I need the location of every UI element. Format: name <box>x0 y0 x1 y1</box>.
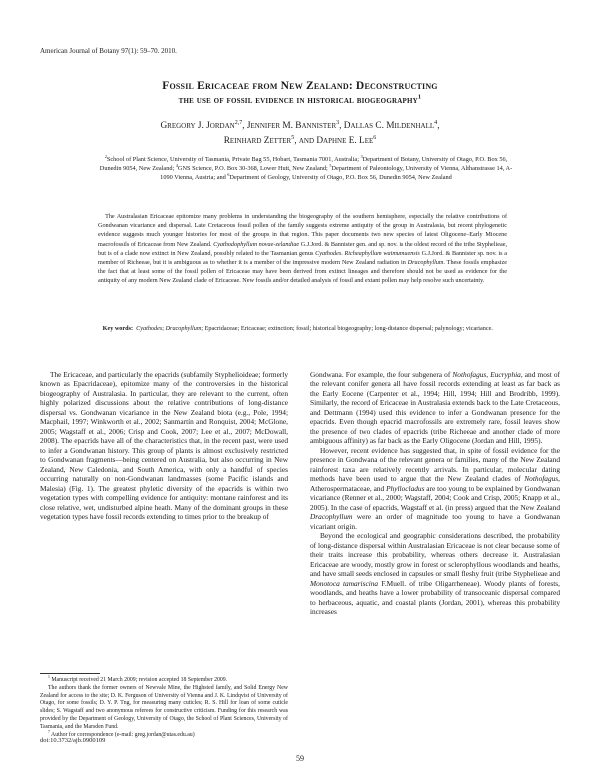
body-paragraph: However, recent evidence has suggested that, in spite of fossil evidence for the presence in Gondwana of the relevant genera or families, many of the New Zealand rainforest taxa are relatively recently arrivals. In particular, molecular dating methods have been used to argue that the New Zealand clades of Nothofagus, Atherospermataceae, and Phyllocladus are too young to be explained by Gondwanan vicariance (Renner et al., 2000; Wagstaff, 2004; Cook and Crisp, 2005; Knapp et al., 2005). In the case of epacrids, Wagstaff et al. (in press) argued that the New Zealand Dracophyllum were an order of magnitude too young to have a Gondwanan vicariant origin. <box>310 445 561 531</box>
author-name: Jennifer M. Bannister <box>246 121 337 131</box>
doi: doi:10.3732/ajb.0900109 <box>40 737 106 744</box>
article-title-line-1: Fossil Ericaceae from New Zealand: Deconstructing <box>162 80 438 92</box>
abstract: The Australasian Ericaceae epitomize many problems in understanding the biogeography of the southern hemisphere, especially the relative contributions of Gondwanan vicariance and dispersal. Late Cretaceous fossil pollen of the family suggests extreme antiquity of the group in Australasia, but recent phylogenetic evidence suggests much younger histories for most of the groups in that region. This paper documents two new species of latest Oligocene–Early Miocene macrofossils of Ericaceae from New Zealand. Cyathodophyllum novae-zelandiae G.J.Jord. & Bannister gen. and sp. nov. is the oldest record of the tribe Styphelieae, but is of a clade now extinct in New Zealand, possibly related to the Tasmanian genus Cyathodes. Richeaphyllum waimumuensis G.J.Jord. & Bannister sp. nov. is a member of Richeeae, but it is ambiguous as to whether it is a member of the impressive modern New Zealand radiation in Dracophyllum. These fossils emphasize the fact that at least some of the fossil pollen of Ericaceae may have been derived from extinct lineages and therefore should not be used as evidence for the antiquity of any modern New Zealand clade of Ericaceae. New fossils and/or detailed analysis of fossil and extant pollen may help resolve such uncertainty. <box>98 213 508 285</box>
article-title-line-2: the use of fossil evidence in historical biogeography$^1$ <box>178 93 422 106</box>
page-number: 59 <box>296 754 304 763</box>
keywords-label: Key words: <box>102 325 134 332</box>
author-name: Dallas C. Mildenhall <box>343 121 435 131</box>
author-list-line-2: Reinhard Zetter$^5$, and Daphne E. Lee$^6$ <box>223 134 377 146</box>
keywords: Key words: Cyathodes; Dracophyllum; Epacridaceae; Ericaceae; extinction; fossil; historical biogeography; long-distance dispersal; palynology; vicariance. <box>102 325 493 332</box>
body-paragraph: The Ericaceae, and particularly the epacrids (subfamily Styphelioideae; formerly known as Epacridaceae), epitomize many of the controversies in the historical biogeography of Australasia. In particular, they are relevant to the current, often highly polarized discussions about the relative contributions of long-distance dispersal vs. Gondwanan vicariance in the New Zealand biota (e.g., Pole, 1994; Macphail, 1997; Winkworth et al., 2002; Sanmartín and Ronquist, 2004; McGlone, 2005; Wagstaff et al., 2006; Crisp and Cook, 2007; Lee et al., 2007; McDowall, 2008). The epacrids have all of the characteristics that, in the recent past, were used to infer a Gondwanan history. This group of plants is almost exclusively restricted to Gondwanan fragments—being centered on Australia, but also occurring in New Zealand, New Caledonia, and South America, with only a handful of species occurring naturally on non-Gondwanan landmasses (some Pacific islands and Malesia) (Fig. 1). The greatest phyletic diversity of the epacrids is within two vegetation types with compelling evidence for antiquity: montane rainforest and its close relative, wet, undisturbed alpine heath. Many of the dominant groups in these vegetation types have fossil records extending to times prior to the breakup of <box>40 370 288 522</box>
footnote-divider <box>40 673 100 674</box>
author-name: Reinhard Zetter <box>223 136 292 146</box>
author-name: Gregory J. Jordan <box>160 121 235 131</box>
footnotes <box>40 677 288 739</box>
body-column-right <box>310 370 560 617</box>
footnote: $^1$ Manuscript received 21 March 2009; revision accepted 18 September 2009. <box>48 675 228 683</box>
affiliations: $^2$School of Plant Science, University of Tasmania, Private Bag 55, Hobart, Tasmania 7001, Australia; $^3$Department of Botany, University of Otago, P.O. Box 56, Dunedin 9054, New Zealand; $^4$GNS Science, P.O. Box 30-368, Lower Hutt, New Zealand; $^5$Department of Paleontology, University of Vienna, Althanstrasse 14, A-1090 Vienna, Austria; and $^6$Department of Geology, University of Otago, P.O. Box 56, Dunedin 9054, New Zealand <box>99 153 513 182</box>
title-footnote-marker: 1 <box>417 93 422 101</box>
author-name: Daphne E. Lee <box>316 136 374 146</box>
footnote: $^7$ Author for correspondence (e-mail: greg.jordan@utas.edu.au) <box>48 729 195 738</box>
body-paragraph: Gondwana. For example, the four subgenera of Nothofagus, Eucryphia, and most of the relevant conifer genera all have fossil records extending at least as far back as the Early Eocene (Carpenter et al., 1994; Hill, 1994; Hill and Brodribb, 1999). Similarly, the record of Ericaceae in Australasia extends back to the Late Cretaceous, and Dettmann (1994) used this evidence to infer a Gondwanan presence for the epacrids. Even though epacrid macrofossils are extremely rare, fossil leaves show the presence of two clades of epacrids (tribe Richeeae and another clade of more ambiguous affinity) as far back as the Early Oligocene (Jordan and Hill, 1995). <box>310 370 560 446</box>
body-paragraph: Beyond the ecological and geographic considerations described, the probability of long-distance dispersal within Australasian Ericaceae is not clear because some of their traits increase this probability, whereas others decrease it. Australasian Ericaceae are woody, mostly grow in forest or sclerophyllous woodlands and heaths, and have small seeds enclosed in capsules or small fleshy fruit (tribe Styphelieae and Monotoca tamariscina F.Muell. of tribe Oligarrheneae). Woody plants of forests, woodlands, and heaths have a lower probability of transoceanic dispersal compared to herbaceous, aquatic, and coastal plants (Jordan, 2001), whereas this probability increases <box>310 531 561 617</box>
author-list-line-1: Gregory J. Jordan$^{2,7}$, Jennifer M. Bannister$^3$, Dallas C. Mildenhall$^4$, <box>160 119 440 131</box>
journal-citation: American Journal of Botany 97(1): 59–70. 2010. <box>40 47 177 55</box>
body-column-left <box>40 370 288 522</box>
footnote: The authors thank the former owners of Newvale Mine, the Highsted family, and Solid Energy New Zealand for access to the site; D. K. Ferguson of University of Vienna and J. K. Lindqvist of University of Otago, for some fossils; D. Y. P. Tng, for measuring many cuticles; R. S. Hill for loan of some cuticle slides; S. Wagstaff and two anonymous referees for constructive criticism. Funding for this research was provided by the Department of Geology, University of Otago, the School of Plant Sciences, University of Tasmania, and the Marsden Fund. <box>40 684 288 730</box>
